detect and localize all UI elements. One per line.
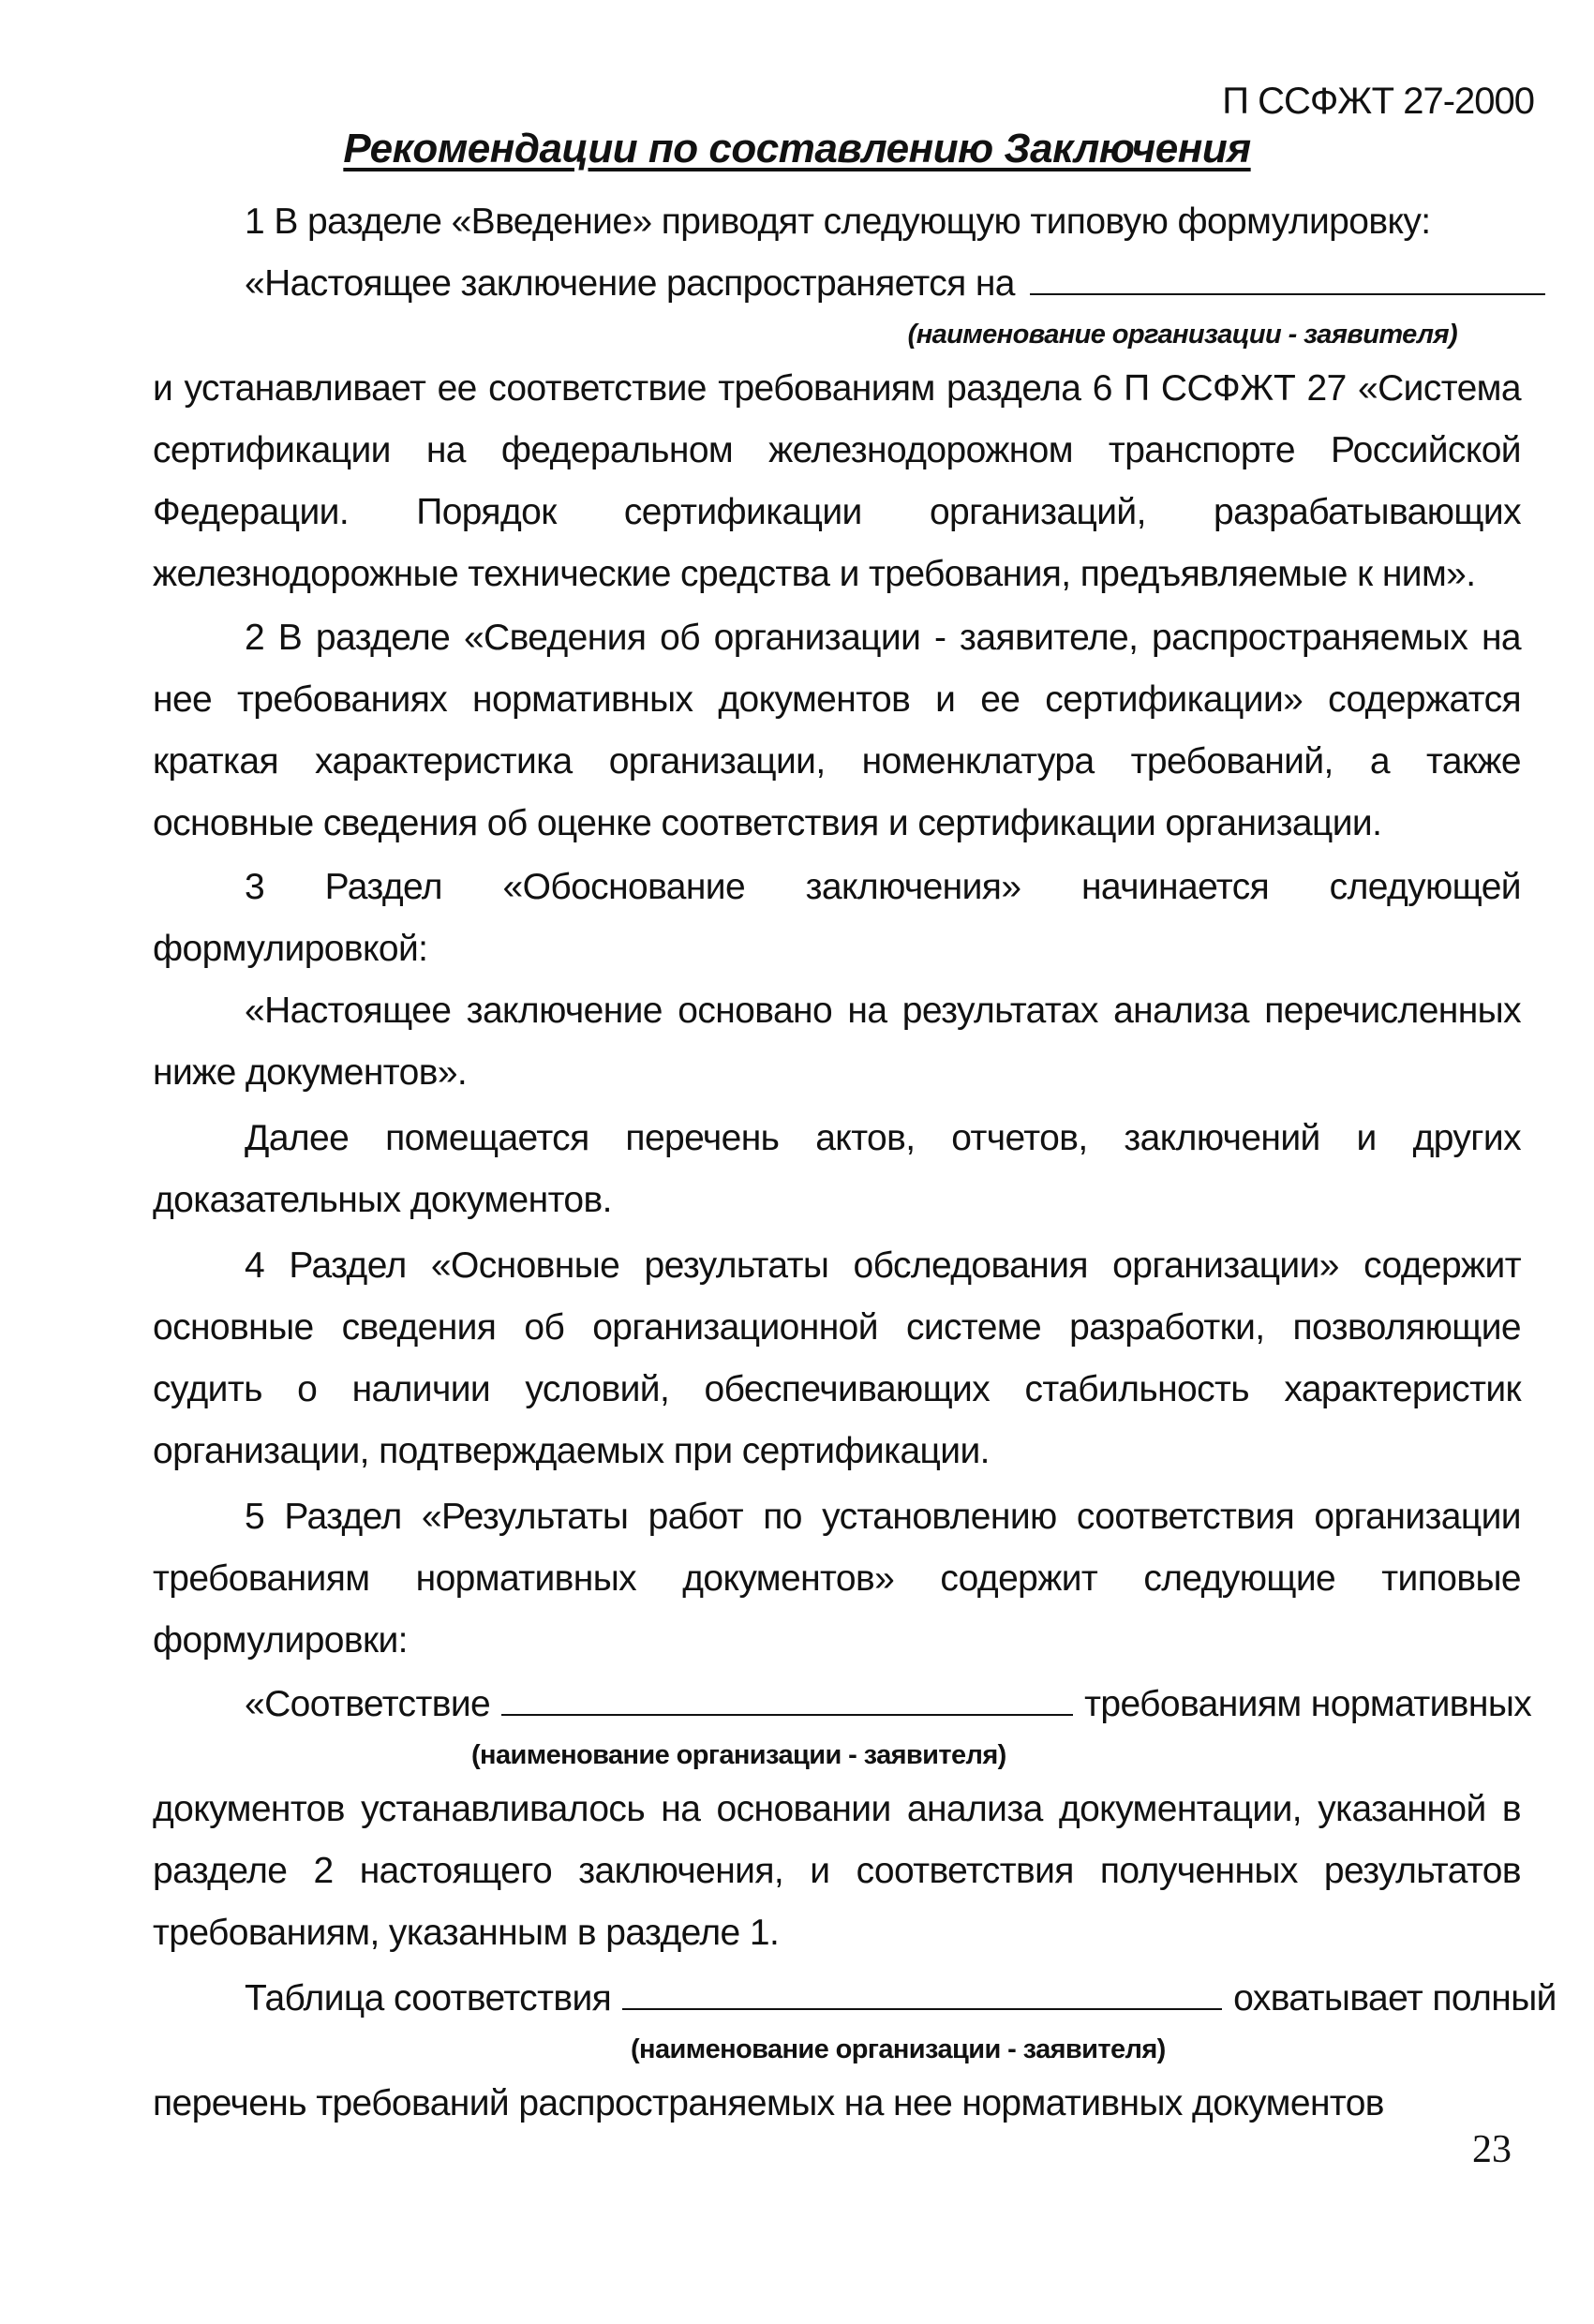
fill-line-organization-2 — [153, 1674, 1594, 1736]
document-code: П ССФЖТ 27-2000 — [1222, 81, 1534, 122]
field-caption-3: (наименование организации - заявителя) — [631, 2034, 1166, 2064]
paragraph-4: 4 Раздел «Основные результаты обследования организации» содержит основные сведения об организационной системе разработки, позволяющие судить о наличии условий, обеспечивающих стабильность характеристик организации, подтверждаемых при сертификации. — [153, 1245, 1521, 1471]
fill-left-text-2: «Соответствие — [245, 1684, 491, 1724]
paragraph-2: 2 В разделе «Сведения об организации - заявителе, распространяемых на нее требованиях нормативных документов и ее сертификации» содержатся краткая характеристика организации, номенклатура требований, а также основные сведения об оценке соответствия и сертификации организации. — [153, 618, 1521, 843]
quote-start-text: «Настоящее заключение распространяется на — [245, 263, 1015, 304]
fill-left-text-3: Таблица соответствия — [245, 1978, 612, 2019]
page-title: Рекомендации по составлению Заключения — [343, 126, 1251, 171]
fill-line-organization-1 — [153, 253, 1566, 315]
fill-line-organization-3 — [153, 1968, 1594, 2030]
fill-right-text-3: охватывает полный — [1233, 1978, 1557, 2019]
blank-field-organization-1 — [1030, 265, 1545, 295]
field-caption-1: (наименование организации - заявителя) — [907, 320, 1457, 350]
paragraph-6-continuation: перечень требований распространяемых на нее нормативных документов — [153, 2083, 1384, 2123]
document-body — [153, 191, 1557, 2135]
paragraph-5-continuation: документов устанавливалось на основании анализа документации, указанной в разделе 2 настоящего заключения, и соответствия полученных результатов требованиям, указанным в разделе 1. — [153, 1789, 1521, 1953]
blank-field-organization-2 — [501, 1686, 1073, 1716]
page-number: 23 — [1472, 2128, 1512, 2171]
fill-right-text-2: требованиям нормативных — [1084, 1684, 1532, 1724]
paragraph-3-quote: «Настоящее заключение основано на результатах анализа перечисленных ниже документов». — [153, 991, 1521, 1093]
field-caption-2: (наименование организации - заявителя) — [471, 1740, 1006, 1770]
paragraph-5: 5 Раздел «Результаты работ по установлению соответствия организации требованиям нормативных документов» содержит следующие типовые формулировки: — [153, 1497, 1521, 1661]
paragraph-1: 1 В разделе «Введение» приводят следующую типовую формулировку: — [245, 201, 1431, 242]
blank-field-organization-3 — [622, 1980, 1222, 2010]
paragraph-1-continuation: и устанавливает ее соответствие требованиям раздела 6 П ССФЖТ 27 «Система сертификации на федеральном железнодорожном транспорте Российской Федерации. Порядок сертификации организаций, разрабатывающих железнодорожные технические средства и требования, предъявляемые к ним». — [153, 368, 1521, 594]
paragraph-3-next: Далее помещается перечень актов, отчетов, заключений и других доказательных документов. — [153, 1118, 1521, 1220]
paragraph-3: 3 Раздел «Обоснование заключения» начинается следующей формулировкой: — [153, 867, 1521, 969]
